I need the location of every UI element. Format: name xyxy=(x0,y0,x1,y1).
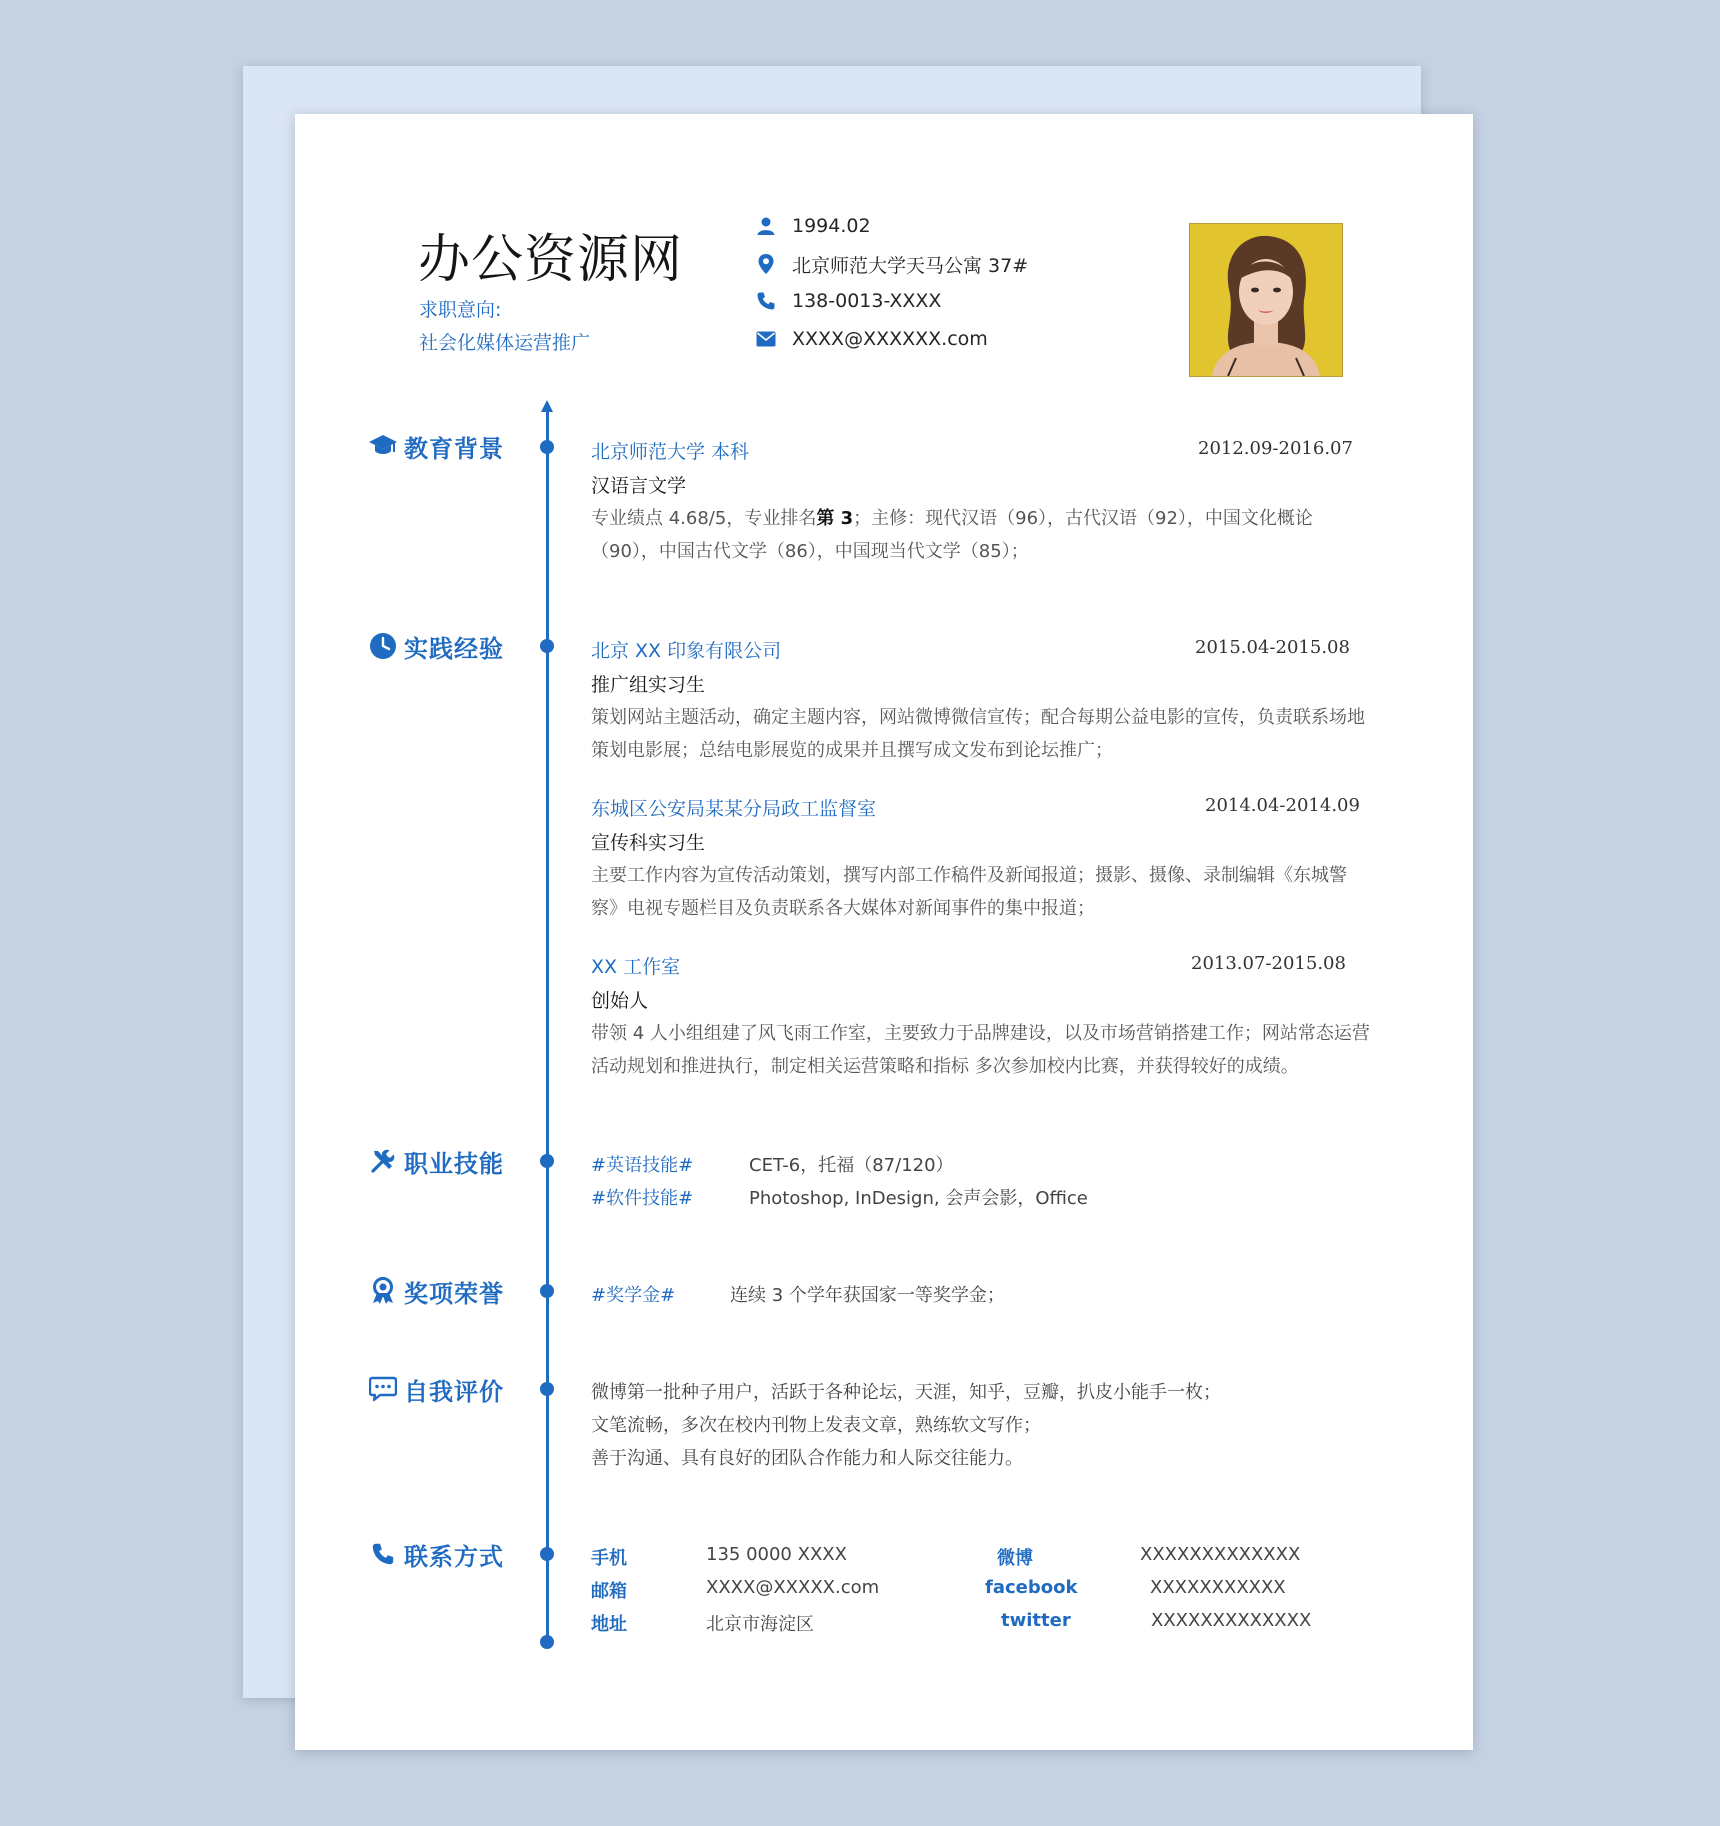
section-title: 实践经验 xyxy=(404,634,504,663)
chat-bubble-icon xyxy=(368,1374,398,1404)
birth-row xyxy=(755,211,871,241)
timeline-dot xyxy=(540,1154,554,1168)
section-title: 奖项荣誉 xyxy=(404,1279,504,1308)
contact-value-weibo: XXXXXXXXXXXXX xyxy=(1140,1544,1301,1565)
phone-number: 138-0013-XXXX xyxy=(792,290,942,312)
birth-date: 1994.02 xyxy=(792,215,871,237)
experience-org: XX 工作室 xyxy=(591,956,681,978)
section-education-heading xyxy=(368,429,504,463)
contact-label-email: 邮箱 xyxy=(591,1581,627,1602)
experience-org: 东城区公安局某某分局政工监督室 xyxy=(591,798,877,820)
resume-page xyxy=(295,114,1473,1750)
section-title: 职业技能 xyxy=(404,1149,504,1178)
self-eval-line: 文笔流畅，多次在校内刊物上发表文章，熟练软文写作； xyxy=(591,1415,1041,1436)
address-row xyxy=(755,249,1028,279)
contact-value-twitter: XXXXXXXXXXXXX xyxy=(1151,1610,1312,1631)
section-contact-heading xyxy=(368,1537,504,1571)
section-self-eval-heading xyxy=(368,1372,504,1406)
email: XXXX@XXXXXX.com xyxy=(792,328,988,350)
experience-description: 主要工作内容为宣传活动策划，撰写内部工作稿件及新闻报道；摄影、摄像、录制编辑《东城警察》电视专题栏目及负责联系各大媒体对新闻事件的集中报道； xyxy=(591,865,1347,919)
timeline-dot xyxy=(540,639,554,653)
address: 北京师范大学天马公寓 37# xyxy=(792,254,1029,277)
section-experience-heading xyxy=(368,629,504,663)
experience-date: 2015.04-2015.08 xyxy=(1195,637,1350,658)
graduation-cap-icon xyxy=(368,431,398,461)
section-title: 联系方式 xyxy=(404,1542,504,1571)
tools-icon xyxy=(368,1146,398,1176)
section-skills-heading xyxy=(368,1144,504,1178)
experience-org: 北京 XX 印象有限公司 xyxy=(591,640,782,662)
experience-description: 策划网站主题活动，确定主题内容，网站微博微信宣传；配合每期公益电影的宣传，负责联系场地策划电影展；总结电影展览的成果并且撰写成文发布到论坛推广； xyxy=(591,707,1365,761)
contact-label-twitter: twitter xyxy=(1001,1610,1071,1631)
experience-description: 带领 4 人小组组建了风飞雨工作室，主要致力于品牌建设，以及市场营销搭建工作；网站常态运营活动规划和推进执行，制定相关运营策略和指标 多次参加校内比赛，并获得较好的成绩。 xyxy=(591,1023,1370,1077)
phone-row xyxy=(755,286,941,316)
experience-role: 创始人 xyxy=(591,990,649,1012)
person-icon xyxy=(755,215,777,237)
self-eval-line: 微博第一批种子用户，活跃于各种论坛，天涯，知乎，豆瓣，扒皮小能手一枚； xyxy=(591,1382,1221,1403)
timeline-dot xyxy=(540,1635,554,1649)
timeline-line xyxy=(546,404,549,1646)
education-date: 2012.09-2016.07 xyxy=(1198,438,1353,459)
timeline-dot xyxy=(540,1284,554,1298)
contact-label-address: 地址 xyxy=(591,1614,627,1635)
candidate-name: 办公资源网 xyxy=(418,230,684,290)
skill-value: CET-6，托福（87/120） xyxy=(749,1155,954,1176)
experience-role: 推广组实习生 xyxy=(591,674,706,696)
phone-icon xyxy=(368,1539,398,1569)
section-title: 自我评价 xyxy=(404,1377,504,1406)
job-intent-value: 社会化媒体运营推广 xyxy=(419,332,591,354)
award-tag: #奖学金# xyxy=(591,1285,676,1306)
contact-value-phone: 135 0000 XXXX xyxy=(706,1544,847,1565)
timeline-arrow xyxy=(541,400,553,412)
education-school: 北京师范大学 本科 xyxy=(591,441,750,463)
award-ribbon-icon xyxy=(368,1276,398,1306)
phone-icon xyxy=(755,290,777,312)
contact-value-email: XXXX@XXXXX.com xyxy=(706,1577,880,1598)
award-value: 连续 3 个学年获国家一等奖学金； xyxy=(730,1285,1005,1306)
contact-value-address: 北京市海淀区 xyxy=(706,1614,814,1635)
experience-date: 2013.07-2015.08 xyxy=(1191,953,1346,974)
section-awards-heading xyxy=(368,1274,504,1308)
education-description: 专业绩点 4.68/5，专业排名第 3；主修：现代汉语（96），古代汉语（92），中国文化概论（90），中国古代文学（86），中国现当代文学（85）； xyxy=(591,508,1313,562)
experience-date: 2014.04-2014.09 xyxy=(1205,795,1360,816)
experience-role: 宣传科实习生 xyxy=(591,832,706,854)
timeline-dot xyxy=(540,1547,554,1561)
mail-icon xyxy=(755,328,777,350)
education-major: 汉语言文学 xyxy=(591,475,687,497)
contact-value-facebook: XXXXXXXXXXX xyxy=(1150,1577,1286,1598)
timeline-dot xyxy=(540,1382,554,1396)
contact-label-facebook: facebook xyxy=(985,1577,1078,1598)
skill-tag: #英语技能# xyxy=(591,1155,694,1176)
profile-photo xyxy=(1189,223,1343,377)
clock-icon xyxy=(368,631,398,661)
skill-value: Photoshop, InDesign, 会声会影，Office xyxy=(749,1188,1088,1209)
job-intent-label: 求职意向: xyxy=(419,299,502,321)
timeline-dot xyxy=(540,440,554,454)
email-row xyxy=(755,324,988,354)
location-pin-icon xyxy=(755,253,777,275)
contact-label-weibo: 微博 xyxy=(997,1548,1033,1569)
self-eval-line: 善于沟通、具有良好的团队合作能力和人际交往能力。 xyxy=(591,1448,1023,1469)
contact-label-phone: 手机 xyxy=(591,1548,627,1569)
skill-tag: #软件技能# xyxy=(591,1188,694,1209)
section-title: 教育背景 xyxy=(404,434,504,463)
